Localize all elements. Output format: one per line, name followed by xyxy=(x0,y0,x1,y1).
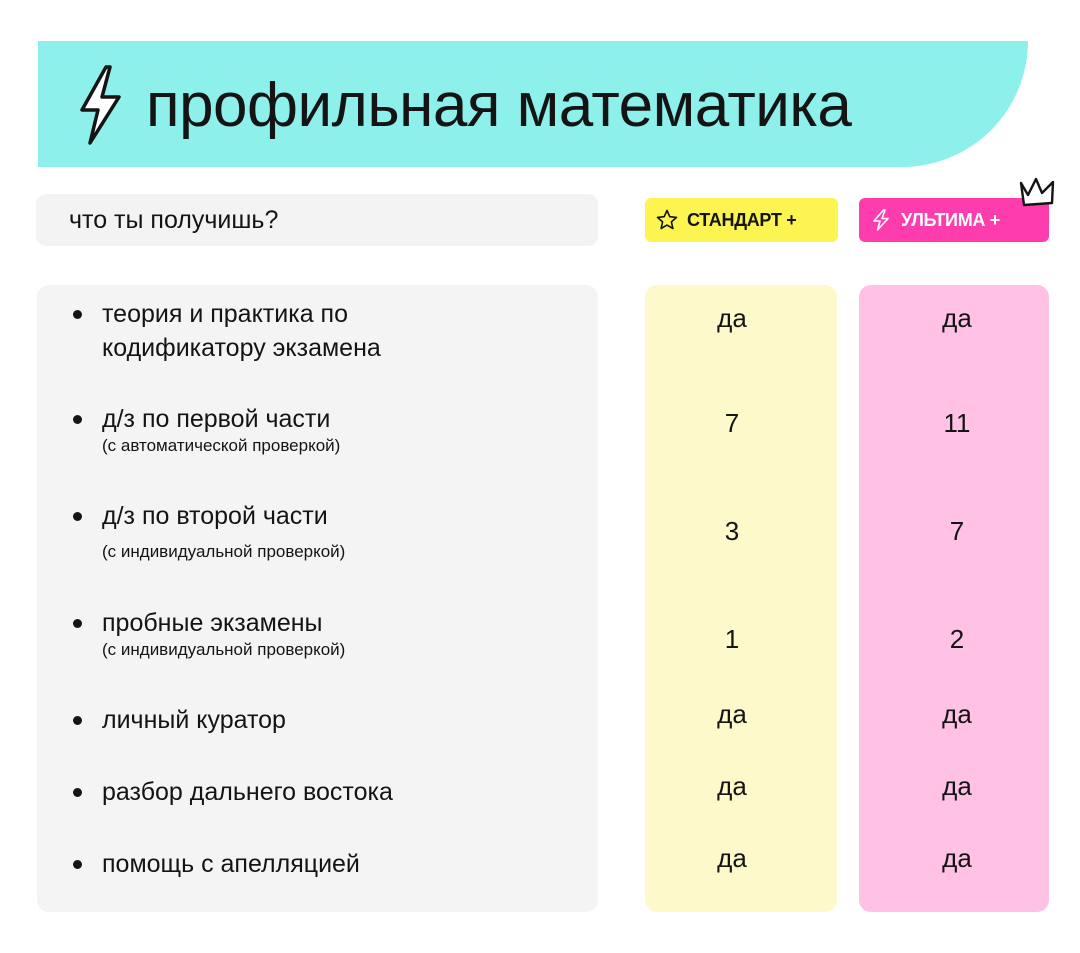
feature-item xyxy=(102,606,345,660)
feature-note: (с индивидуальной проверкой) xyxy=(102,542,346,561)
plan-label-ultima: УЛЬТИМА + xyxy=(901,209,1000,230)
standard-value: 7 xyxy=(724,408,740,438)
star-icon xyxy=(655,208,679,232)
bullet xyxy=(73,619,82,628)
ultima-value: 7 xyxy=(949,516,965,546)
feature-item xyxy=(102,402,340,456)
feature-label: д/з по второй части xyxy=(102,502,328,530)
standard-value: 1 xyxy=(724,624,740,654)
feature-label: пробные экзамены xyxy=(102,609,323,637)
feature-label: д/з по первой части xyxy=(102,405,331,433)
feature-label: помощь с апелляцией xyxy=(102,850,360,878)
ultima-column xyxy=(859,285,1049,912)
feature-label: разбор дальнего востока xyxy=(102,778,393,806)
standard-value: да xyxy=(717,699,747,729)
features-panel xyxy=(37,285,598,912)
lightning-icon xyxy=(869,208,893,232)
bullet xyxy=(73,415,82,424)
bullet xyxy=(73,716,82,725)
lightning-icon xyxy=(76,64,124,146)
plan-label-standard: СТАНДАРТ + xyxy=(687,209,797,230)
feature-item xyxy=(102,297,381,365)
feature-item xyxy=(102,847,360,881)
bullet xyxy=(73,310,82,319)
standard-value: да xyxy=(717,303,747,333)
standard-value: да xyxy=(717,771,747,801)
ultima-value: да xyxy=(942,843,972,873)
standard-value: да xyxy=(717,843,747,873)
ultima-value: 11 xyxy=(943,408,971,438)
page-title: профильная математика xyxy=(146,71,852,140)
feature-item xyxy=(102,775,393,809)
bullet xyxy=(73,512,82,521)
standard-column xyxy=(645,285,837,912)
feature-label: теория и практика по xyxy=(102,300,348,328)
bullet xyxy=(73,860,82,869)
ultima-value: да xyxy=(942,699,972,729)
feature-note: (с индивидуальной проверкой) xyxy=(102,640,346,659)
bullet xyxy=(73,788,82,797)
crown-icon xyxy=(1017,173,1059,209)
feature-label-continued: кодификатору экзамена xyxy=(102,334,381,362)
feature-item xyxy=(102,499,345,562)
question-label: что ты получишь? xyxy=(69,206,279,234)
feature-item xyxy=(102,703,286,737)
plan-chip-standard xyxy=(645,198,838,242)
ultima-value: да xyxy=(942,303,972,333)
question-box xyxy=(36,194,598,246)
feature-note: (с автоматической проверкой) xyxy=(102,436,341,455)
feature-label: личный куратор xyxy=(102,706,286,734)
standard-value: 3 xyxy=(724,516,740,546)
ultima-value: да xyxy=(942,771,972,801)
ultima-value: 2 xyxy=(949,624,965,654)
